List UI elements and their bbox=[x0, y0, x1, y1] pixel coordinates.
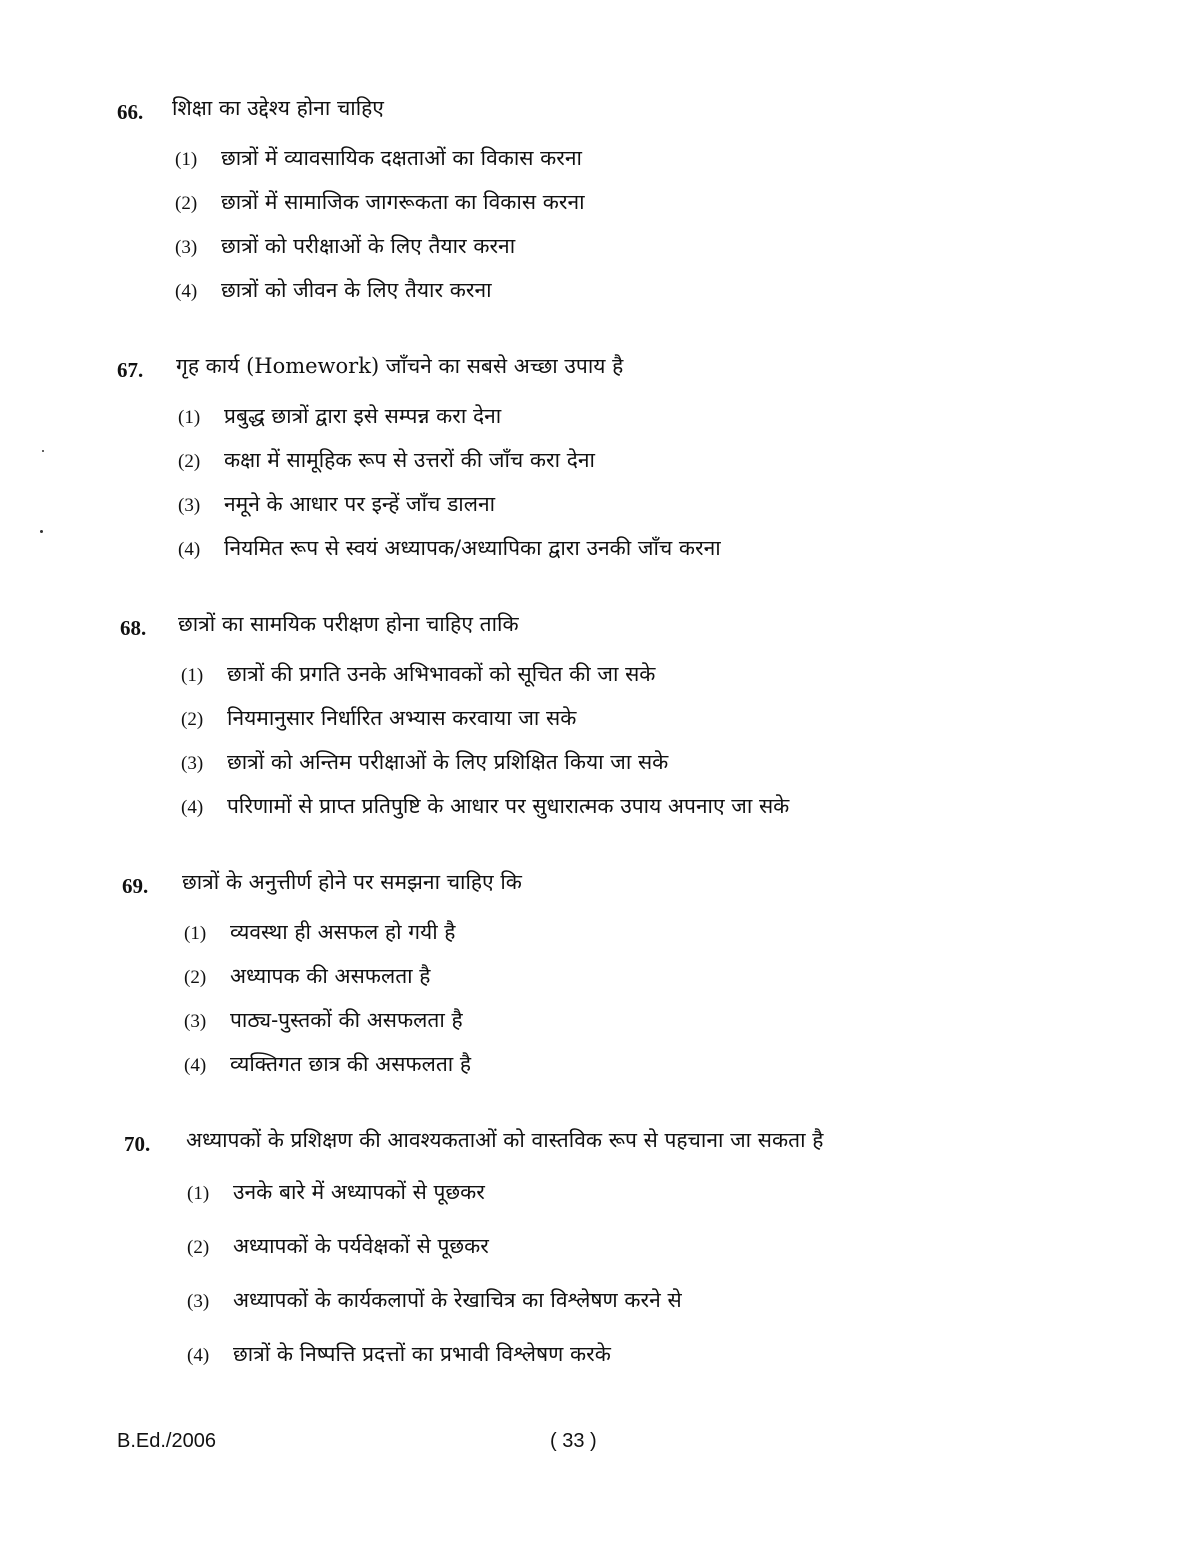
option-text: उनके बारे में अध्यापकों से पूछकर bbox=[233, 1180, 485, 1204]
question-number: 69. bbox=[122, 874, 149, 898]
option-number: (3) bbox=[178, 495, 201, 516]
question-header bbox=[0, 1124, 1100, 1164]
option-number: (4) bbox=[178, 539, 201, 560]
option-number: (1) bbox=[175, 149, 198, 170]
question-number: 66. bbox=[117, 100, 144, 124]
scan-speck bbox=[40, 530, 43, 533]
option bbox=[178, 402, 501, 430]
question-header bbox=[0, 866, 1100, 906]
option-text: पाठ्य-पुस्तकों की असफलता है bbox=[230, 1008, 463, 1032]
option-number: (3) bbox=[184, 1011, 207, 1032]
option-text: छात्रों की प्रगति उनके अभिभावकों को सूचित की जा सके bbox=[227, 662, 656, 686]
scan-speck bbox=[42, 450, 44, 452]
option-text: व्यवस्था ही असफल हो गयी है bbox=[230, 920, 456, 944]
option-number: (4) bbox=[184, 1055, 207, 1076]
question-header bbox=[0, 350, 1100, 390]
option-number: (2) bbox=[178, 451, 201, 472]
option-text: छात्रों में सामाजिक जागरूकता का विकास करना bbox=[221, 190, 585, 214]
question-number: 68. bbox=[120, 616, 147, 640]
option bbox=[181, 704, 576, 732]
option-number: (1) bbox=[184, 923, 207, 944]
option-number: (1) bbox=[181, 665, 204, 686]
option-text: छात्रों को परीक्षाओं के लिए तैयार करना bbox=[221, 234, 516, 258]
option bbox=[184, 1006, 463, 1034]
option-text: अध्यापकों के कार्यकलापों के रेखाचित्र का विश्लेषण करने से bbox=[233, 1288, 682, 1312]
option-number: (1) bbox=[187, 1183, 210, 1204]
question-67 bbox=[0, 350, 1100, 560]
option bbox=[175, 144, 582, 172]
question-text: छात्रों का सामयिक परीक्षण होना चाहिए ताकि bbox=[178, 612, 519, 636]
option bbox=[187, 1286, 682, 1314]
option bbox=[184, 1050, 471, 1078]
question-68 bbox=[0, 608, 1100, 818]
option bbox=[187, 1178, 485, 1206]
question-text: शिक्षा का उद्देश्य होना चाहिए bbox=[172, 96, 384, 120]
option-number: (3) bbox=[175, 237, 198, 258]
option-text: छात्रों को जीवन के लिए तैयार करना bbox=[221, 278, 492, 302]
question-number: 70. bbox=[124, 1132, 151, 1156]
option bbox=[181, 792, 789, 820]
option-number: (3) bbox=[187, 1291, 210, 1312]
option-number: (2) bbox=[184, 967, 207, 988]
option-number: (2) bbox=[175, 193, 198, 214]
exam-code: B.Ed./2006 bbox=[117, 1430, 216, 1452]
option-number: (2) bbox=[187, 1237, 210, 1258]
option bbox=[178, 534, 721, 562]
option-text: व्यक्तिगत छात्र की असफलता है bbox=[230, 1052, 472, 1076]
option bbox=[187, 1340, 611, 1368]
option-text: अध्यापक की असफलता है bbox=[230, 964, 431, 988]
option bbox=[187, 1232, 489, 1260]
question-text: गृह कार्य (Homework) जाँचने का सबसे अच्छा उपाय है bbox=[176, 354, 624, 378]
option bbox=[184, 918, 455, 946]
option bbox=[181, 748, 668, 776]
option-text: प्रबुद्ध छात्रों द्वारा इसे सम्पन्न करा देना bbox=[224, 404, 502, 428]
option bbox=[175, 232, 515, 260]
question-header bbox=[0, 608, 1100, 648]
option-text: नमूने के आधार पर इन्हें जाँच डालना bbox=[224, 492, 496, 516]
option bbox=[175, 188, 585, 216]
option-number: (2) bbox=[181, 709, 204, 730]
option bbox=[178, 446, 595, 474]
option-number: (1) bbox=[178, 407, 201, 428]
option-text: छात्रों के निष्पत्ति प्रदत्तों का प्रभावी विश्लेषण करके bbox=[233, 1342, 611, 1366]
option-text: छात्रों को अन्तिम परीक्षाओं के लिए प्रशिक्षित किया जा सके bbox=[227, 750, 669, 774]
page-number: ( 33 ) bbox=[550, 1430, 597, 1452]
option-number: (4) bbox=[187, 1345, 210, 1366]
question-header bbox=[0, 92, 1100, 132]
option-text: परिणामों से प्राप्त प्रतिपुष्टि के आधार पर सुधारात्मक उपाय अपनाए जा सके bbox=[227, 794, 790, 818]
option-number: (4) bbox=[175, 281, 198, 302]
option bbox=[184, 962, 430, 990]
option-text: नियमानुसार निर्धारित अभ्यास करवाया जा सके bbox=[227, 706, 577, 730]
question-text: छात्रों के अनुत्तीर्ण होने पर समझना चाहिए कि bbox=[182, 870, 522, 894]
option-number: (4) bbox=[181, 797, 204, 818]
question-number: 67. bbox=[117, 358, 144, 382]
question-text: अध्यापकों के प्रशिक्षण की आवश्यकताओं को वास्तविक रूप से पहचाना जा सकता है bbox=[186, 1128, 824, 1152]
option-text: छात्रों में व्यावसायिक दक्षताओं का विकास करना bbox=[221, 146, 582, 170]
option-text: अध्यापकों के पर्यवेक्षकों से पूछकर bbox=[233, 1234, 489, 1258]
question-69 bbox=[0, 866, 1100, 1076]
question-66 bbox=[0, 92, 1100, 302]
option bbox=[178, 490, 495, 518]
option-text: कक्षा में सामूहिक रूप से उत्तरों की जाँच करा देना bbox=[224, 448, 595, 472]
option-text: नियमित रूप से स्वयं अध्यापक/अध्यापिका द्वारा उनकी जाँच करना bbox=[224, 536, 721, 560]
option bbox=[175, 276, 492, 304]
option bbox=[181, 660, 655, 688]
option-number: (3) bbox=[181, 753, 204, 774]
question-70 bbox=[0, 1124, 1100, 1366]
